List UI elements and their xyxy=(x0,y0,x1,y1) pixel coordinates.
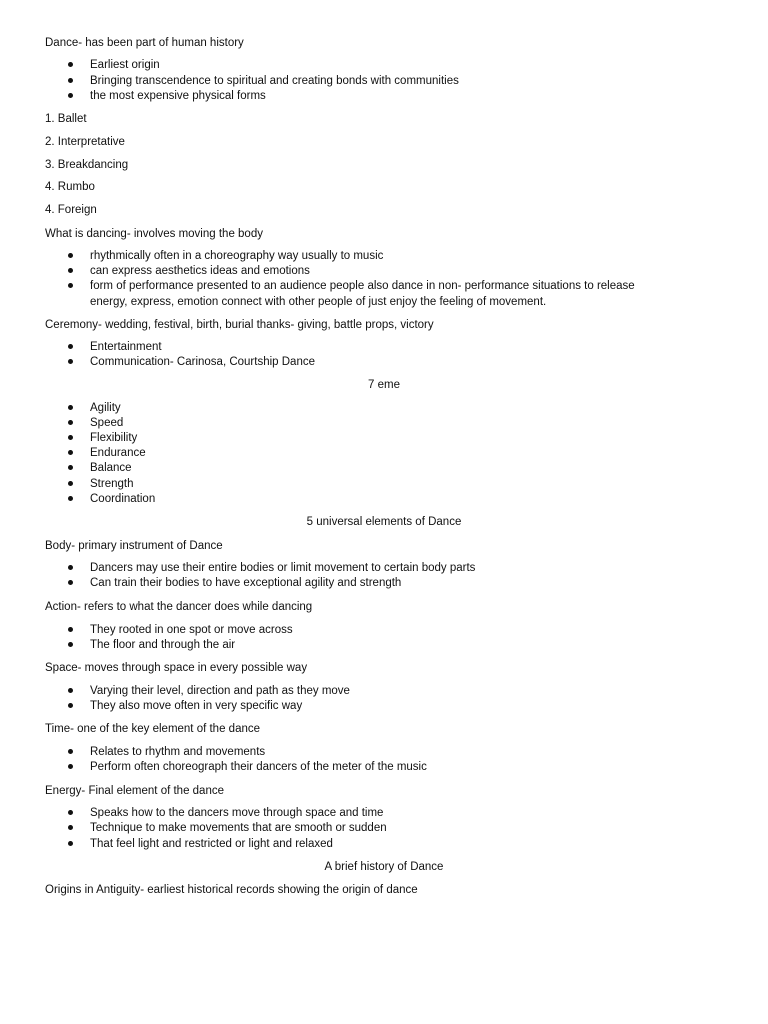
what-heading: What is dancing- involves moving the body xyxy=(45,228,263,240)
bullet-dot xyxy=(68,496,73,501)
list-item: Balance xyxy=(90,462,132,474)
list-item: Agility xyxy=(90,402,121,414)
bullet-dot xyxy=(68,450,73,455)
list-item: Dancers may use their entire bodies or limit movement to certain body parts xyxy=(90,562,476,574)
bullet-dot xyxy=(68,627,73,632)
list-item: Strength xyxy=(90,478,134,490)
list-item: Perform often choreograph their dancers of the meter of the music xyxy=(90,761,427,773)
list-item-continued: energy, express, emotion connect with other people of just enjoy the feeling of movement. xyxy=(90,296,547,308)
bullet-dot xyxy=(68,703,73,708)
bullet-dot xyxy=(68,78,73,83)
bullet-dot xyxy=(68,749,73,754)
bullet-dot xyxy=(68,62,73,67)
space-heading: Space- moves through space in every possible way xyxy=(45,662,308,674)
bullet-dot xyxy=(68,825,73,830)
bullet-dot xyxy=(68,359,73,364)
list-item: Can train their bodies to have exceptional agility and strength xyxy=(90,577,402,589)
action-heading: Action- refers to what the dancer does while dancing xyxy=(45,601,313,613)
section-title-history: A brief history of Dance xyxy=(324,861,444,873)
bullet-dot xyxy=(68,841,73,846)
list-item: rhythmically often in a choreography way usually to music xyxy=(90,250,384,262)
list-item: Endurance xyxy=(90,447,146,459)
dance-type: 3. Breakdancing xyxy=(45,159,129,171)
bullet-dot xyxy=(68,344,73,349)
bullet-dot xyxy=(68,268,73,273)
bullet-dot xyxy=(68,688,73,693)
list-item: They also move often in very specific way xyxy=(90,700,303,712)
list-item: That feel light and restricted or light and relaxed xyxy=(90,838,333,850)
list-item: Earliest origin xyxy=(90,59,160,71)
bullet-dot xyxy=(68,481,73,486)
bullet-dot xyxy=(68,580,73,585)
list-item: Flexibility xyxy=(90,432,138,444)
time-heading: Time- one of the key element of the dance xyxy=(45,723,261,735)
dance-type: 4. Rumbo xyxy=(45,181,95,193)
bullet-dot xyxy=(68,420,73,425)
list-item: form of performance presented to an audience people also dance in non- performance situations to release xyxy=(90,280,635,292)
list-item: The floor and through the air xyxy=(90,639,236,651)
bullet-dot xyxy=(68,253,73,258)
list-item: Coordination xyxy=(90,493,156,505)
dance-type: 1. Ballet xyxy=(45,113,87,125)
intro-heading: Dance- has been part of human history xyxy=(45,37,244,49)
bullet-dot xyxy=(68,283,73,288)
bullet-dot xyxy=(68,93,73,98)
list-item: Speaks how to the dancers move through space and time xyxy=(90,807,384,819)
list-item: They rooted in one spot or move across xyxy=(90,624,293,636)
list-item: Varying their level, direction and path as they move xyxy=(90,685,350,697)
bullet-dot xyxy=(68,435,73,440)
ceremony-heading: Ceremony- wedding, festival, birth, burial thanks- giving, battle props, victory xyxy=(45,319,434,331)
bullet-dot xyxy=(68,405,73,410)
list-item: Communication- Carinosa, Courtship Dance xyxy=(90,356,315,368)
bullet-dot xyxy=(68,465,73,470)
list-item: can express aesthetics ideas and emotions xyxy=(90,265,310,277)
dance-type: 4. Foreign xyxy=(45,204,97,216)
bullet-dot xyxy=(68,810,73,815)
list-item: Speed xyxy=(90,417,124,429)
bullet-dot xyxy=(68,764,73,769)
list-item: the most expensive physical forms xyxy=(90,90,266,102)
list-item: Bringing transcendence to spiritual and creating bonds with communities xyxy=(90,75,459,87)
section-title-seven: 7 eme xyxy=(368,379,400,391)
section-title-elements: 5 universal elements of Dance xyxy=(306,516,462,528)
body-heading: Body- primary instrument of Dance xyxy=(45,540,223,552)
history-line: Origins in Antiguity- earliest historical records showing the origin of dance xyxy=(45,884,418,896)
bullet-dot xyxy=(68,565,73,570)
list-item: Technique to make movements that are smooth or sudden xyxy=(90,822,387,834)
dance-type: 2. Interpretative xyxy=(45,136,125,148)
bullet-dot xyxy=(68,642,73,647)
list-item: Relates to rhythm and movements xyxy=(90,746,266,758)
energy-heading: Energy- Final element of the dance xyxy=(45,785,224,797)
list-item: Entertainment xyxy=(90,341,162,353)
